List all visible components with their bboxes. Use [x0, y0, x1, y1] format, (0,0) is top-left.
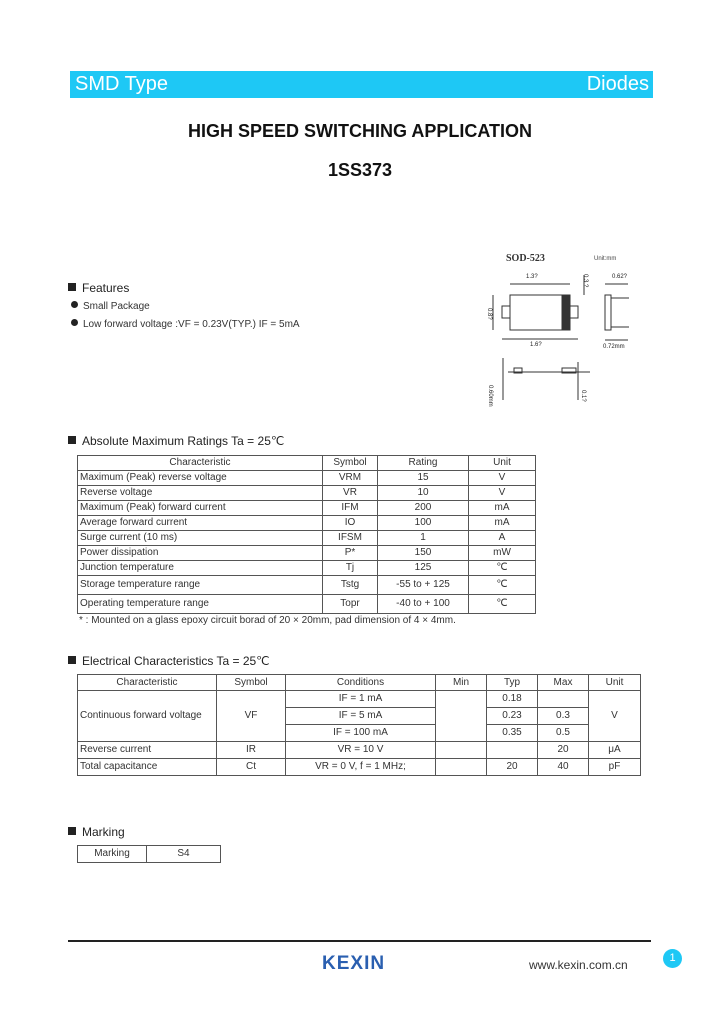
table-header-row: Characteristic Symbol Conditions Min Typ Max Unit: [78, 675, 641, 691]
dot-bullet-icon: [71, 319, 78, 326]
square-bullet-icon: [68, 656, 76, 664]
table-row: Average forward current IO 100 mA: [78, 516, 536, 531]
square-bullet-icon: [68, 436, 76, 444]
page-number-badge: 1: [663, 949, 682, 968]
footer-divider: [68, 940, 651, 942]
dim-d4: 0.8?: [486, 308, 492, 320]
elec-heading: Electrical Characteristics Ta = 25℃: [68, 654, 270, 668]
dim-d7: 0.60mm: [487, 385, 493, 407]
package-unit: Unit:mm: [594, 256, 617, 262]
table-row: IF = 100 mA 0.35 0.5: [78, 725, 641, 742]
feature-item: Low forward voltage :VF = 0.23V(TYP.) IF = 5mA: [71, 319, 300, 330]
square-bullet-icon: [68, 283, 76, 291]
table-row: Storage temperature range Tstg -55 to + 125 ℃: [78, 576, 536, 595]
dim-d1: 1.3?: [526, 274, 538, 280]
kexin-logo: KEXIN: [322, 953, 386, 974]
abs-max-note: * : Mounted on a glass epoxy circuit borad of 20 × 20mm, pad dimension of 4 × 4mm.: [79, 615, 456, 626]
table-row: Operating temperature range Topr -40 to + 100 ℃: [78, 595, 536, 614]
marking-heading: Marking: [68, 825, 125, 839]
table-header-row: Characteristic Symbol Rating Unit: [78, 456, 536, 471]
table-row: Continuous forward voltage VF IF = 1 mA 0.18 V: [78, 691, 641, 708]
table-row: Reverse current IR VR = 10 V 20 μA: [78, 742, 641, 759]
header-left: SMD Type: [75, 73, 168, 95]
abs-max-table: [77, 455, 536, 614]
square-bullet-icon: [68, 827, 76, 835]
dim-d3: 0.62?: [612, 274, 628, 280]
table-row: Reverse voltage VR 10 V: [78, 486, 536, 501]
dot-bullet-icon: [71, 301, 78, 308]
table-row: Maximum (Peak) forward current IFM 200 mA: [78, 501, 536, 516]
dim-d5: 1.6?: [530, 342, 542, 348]
feature-item: Small Package: [71, 301, 150, 312]
table-row: Surge current (10 ms) IFSM 1 A: [78, 531, 536, 546]
table-row: Junction temperature Tj 125 ℃: [78, 561, 536, 576]
elec-table: [77, 674, 641, 776]
dim-d6: 0.72mm: [603, 344, 625, 350]
header-banner: [70, 71, 653, 98]
features-heading: Features: [68, 281, 129, 295]
table-row: Power dissipation P* 150 mW: [78, 546, 536, 561]
footer-url[interactable]: www.kexin.com.cn: [529, 958, 628, 972]
abs-max-heading: Absolute Maximum Ratings Ta = 25℃: [68, 434, 284, 448]
table-row: Marking S4: [78, 846, 221, 863]
page-title: HIGH SPEED SWITCHING APPLICATION: [187, 121, 532, 141]
marking-table: [77, 845, 221, 863]
table-row: IF = 5 mA 0.23 0.3: [78, 708, 641, 725]
table-row: Maximum (Peak) reverse voltage VRM 15 V: [78, 471, 536, 486]
part-number: 1SS373: [327, 160, 393, 180]
header-right: Diodes: [586, 73, 649, 95]
table-row: Total capacitance Ct VR = 0 V, f = 1 MHz; 20 40 pF: [78, 759, 641, 776]
package-name: SOD-523: [506, 253, 545, 264]
dim-d2: 0.3 ?: [582, 274, 588, 288]
package-drawing: [478, 250, 638, 410]
dim-d8: 0.1?: [580, 390, 586, 402]
